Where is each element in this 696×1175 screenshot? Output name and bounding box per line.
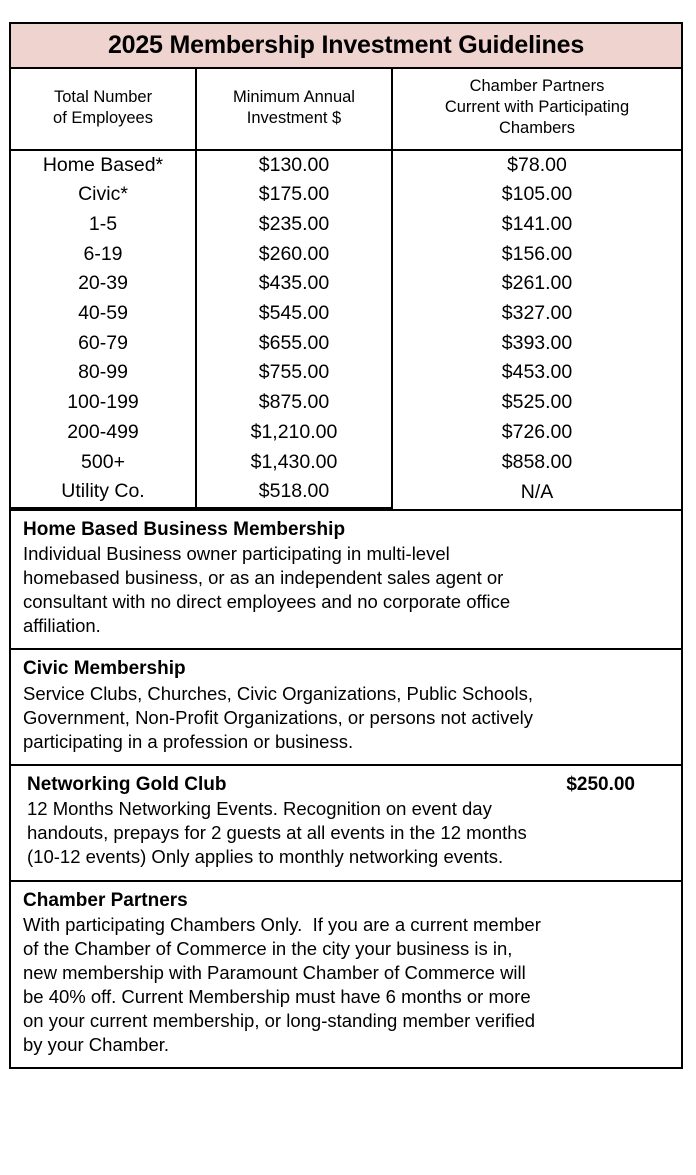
- table-row: [11, 477, 681, 508]
- section-body: [23, 682, 669, 754]
- header-line: Chamber Partners: [469, 77, 605, 96]
- body-line: (10-12 events) Only applies to monthly networking events.: [27, 846, 504, 868]
- cell-minimum: $235.00: [196, 210, 392, 240]
- cell-partners: N/A: [520, 480, 554, 503]
- section-heading: Networking Gold Club: [27, 773, 227, 795]
- cell-partners: $261.00: [501, 272, 573, 295]
- body-line: participating in a profession or business.: [23, 730, 354, 752]
- column-header-chamber-partners: [392, 69, 681, 149]
- section-heading: Civic Membership: [23, 658, 186, 680]
- membership-rate-table: [11, 69, 681, 509]
- header-line: Current with Participating: [444, 98, 630, 117]
- cell-partners: $105.00: [501, 183, 573, 206]
- rate-table-header: [11, 69, 681, 149]
- header-line: Total Number: [53, 87, 153, 106]
- table-row: [11, 418, 681, 448]
- column-header-employees: [11, 69, 196, 149]
- cell-partners: $525.00: [501, 391, 573, 414]
- cell-employees: 20-39: [11, 269, 196, 299]
- cell-partners: $453.00: [501, 361, 573, 384]
- section-home-based-business: [11, 509, 681, 649]
- section-chamber-partners: [11, 880, 681, 1068]
- rate-table-body: [11, 150, 681, 508]
- cell-employees: Utility Co.: [11, 477, 196, 508]
- cell-minimum: $175.00: [196, 180, 392, 210]
- cell-employees: 1-5: [11, 210, 196, 240]
- document-title-banner: [11, 24, 681, 69]
- table-row: [11, 180, 681, 210]
- section-heading: Chamber Partners: [23, 889, 188, 911]
- table-row: [11, 329, 681, 359]
- cell-partners: $393.00: [501, 331, 573, 354]
- section-heading-row: [23, 774, 669, 796]
- section-networking-gold-club: [11, 764, 681, 880]
- table-row: [11, 150, 681, 181]
- body-line: handouts, prepays for 2 guests at all events in the 12 months: [27, 822, 527, 844]
- body-line: be 40% off. Current Membership must have 6 months or more: [23, 986, 531, 1008]
- cell-employees: 40-59: [11, 299, 196, 329]
- cell-partners: $327.00: [501, 302, 573, 325]
- gold-club-price: $250.00: [566, 773, 635, 795]
- cell-minimum: $518.00: [196, 477, 392, 508]
- cell-minimum: $260.00: [196, 240, 392, 270]
- cell-partners: $726.00: [501, 420, 573, 443]
- table-row: [11, 299, 681, 329]
- cell-minimum: $545.00: [196, 299, 392, 329]
- table-row: [11, 240, 681, 270]
- cell-employees: 80-99: [11, 358, 196, 388]
- body-line: affiliation.: [23, 615, 101, 637]
- section-body: [23, 797, 669, 869]
- header-line: Minimum Annual: [233, 87, 355, 106]
- cell-minimum: $130.00: [196, 150, 392, 181]
- table-row: [11, 447, 681, 477]
- cell-minimum: $1,210.00: [196, 418, 392, 448]
- table-row: [11, 269, 681, 299]
- cell-minimum: $875.00: [196, 388, 392, 418]
- body-line: Individual Business owner participating in multi-level: [23, 543, 450, 565]
- cell-partners: $858.00: [501, 450, 573, 473]
- body-line: homebased business, or as an independent sales agent or: [23, 567, 504, 589]
- body-line: With participating Chambers Only. If you are a current member: [23, 913, 541, 935]
- cell-partners: $156.00: [501, 242, 573, 265]
- cell-employees: 100-199: [11, 388, 196, 418]
- cell-minimum: $655.00: [196, 329, 392, 359]
- body-line: consultant with no direct employees and no corporate office: [23, 591, 511, 613]
- cell-minimum: $755.00: [196, 358, 392, 388]
- body-line: of the Chamber of Commerce in the city your business is in,: [23, 937, 513, 959]
- cell-employees: 60-79: [11, 329, 196, 359]
- cell-employees: 200-499: [11, 418, 196, 448]
- cell-employees: 500+: [11, 447, 196, 477]
- table-row: [11, 388, 681, 418]
- table-row: [11, 210, 681, 240]
- section-civic-membership: [11, 648, 681, 764]
- membership-guidelines-card: [9, 22, 683, 1069]
- body-line: Service Clubs, Churches, Civic Organizations, Public Schools,: [23, 682, 533, 704]
- section-heading: Home Based Business Membership: [23, 518, 346, 540]
- body-line: on your current membership, or long-standing member verified: [23, 1010, 536, 1032]
- cell-partners: $78.00: [507, 153, 567, 176]
- cell-employees: Home Based*: [11, 150, 196, 181]
- table-header-row: [11, 69, 681, 149]
- table-row: [11, 358, 681, 388]
- header-line: of Employees: [53, 108, 153, 127]
- cell-employees: 6-19: [11, 240, 196, 270]
- cell-partners: $141.00: [501, 213, 573, 236]
- cell-minimum: $1,430.00: [196, 447, 392, 477]
- header-line: Investment $: [246, 108, 342, 127]
- header-line: Chambers: [498, 119, 576, 138]
- cell-employees: Civic*: [11, 180, 196, 210]
- body-line: new membership with Paramount Chamber of Commerce will: [23, 962, 526, 984]
- body-line: 12 Months Networking Events. Recognition on event day: [27, 798, 492, 820]
- body-line: by your Chamber.: [23, 1034, 170, 1056]
- body-line: Government, Non-Profit Organizations, or persons not actively: [23, 706, 534, 728]
- section-body: [23, 542, 669, 638]
- cell-minimum: $435.00: [196, 269, 392, 299]
- page-title: 2025 Membership Investment Guidelines: [107, 31, 585, 59]
- section-body: [23, 913, 669, 1057]
- column-header-minimum-investment: [196, 69, 392, 149]
